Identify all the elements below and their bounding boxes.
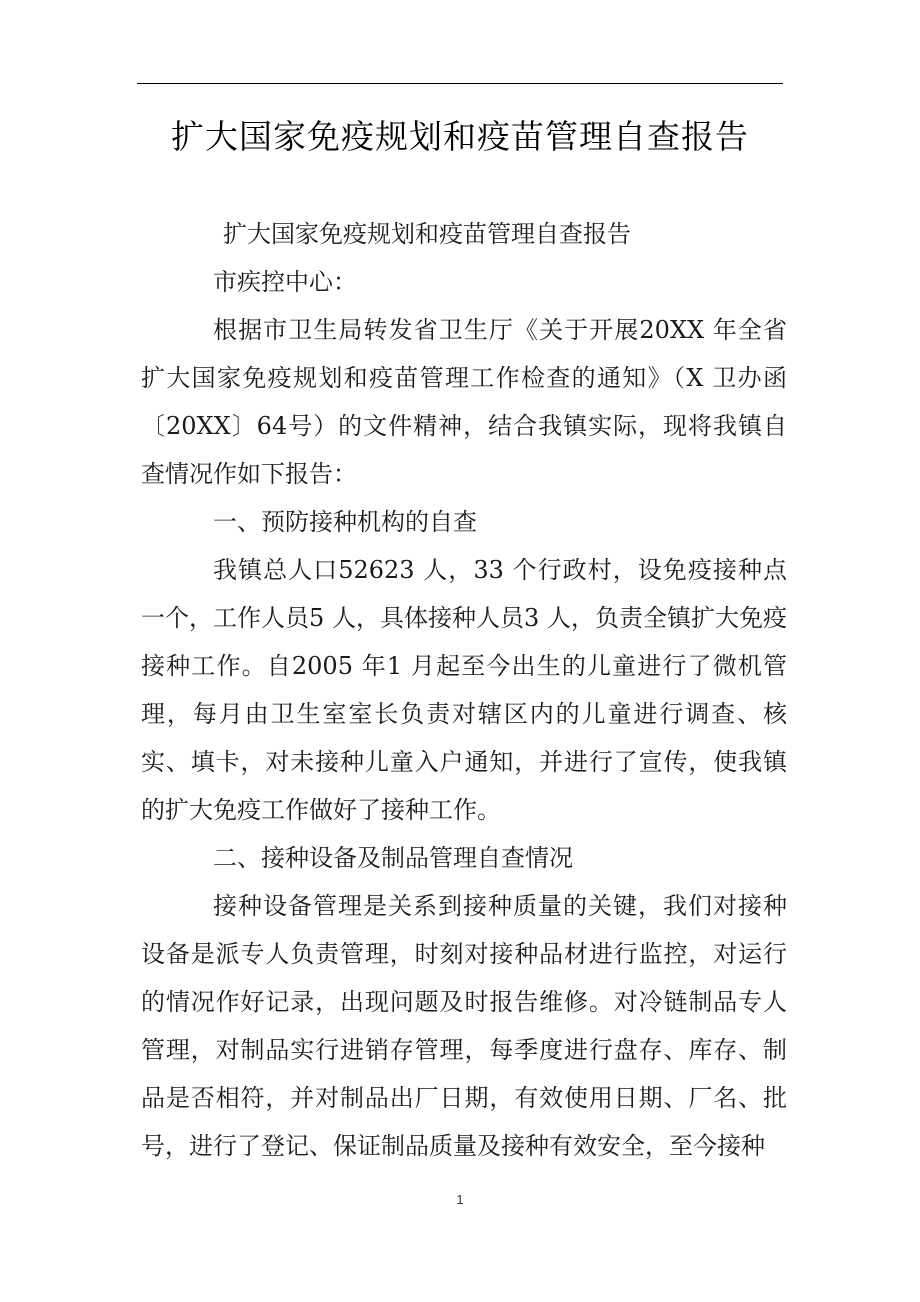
section-1-heading: 一、预防接种机构的自查 bbox=[213, 508, 477, 536]
section-2-heading: 二、接种设备及制品管理自查情况 bbox=[213, 844, 573, 872]
document-subtitle: 扩大国家免疫规划和疫苗管理自查报告 bbox=[223, 220, 631, 248]
salutation: 市疾控中心： bbox=[213, 268, 357, 296]
section-1-paragraph: 我镇总人口52623 人，33 个行政村，设免疫接种点一个，工作人员5 人，具体接种人员3 人，负责全镇扩大免疫接种工作。自2005 年1 月起至今出生的儿童进行了微机管理，每月由卫生室室长负责对辖区内的儿童进行调查、核实、填卡，对未接种儿童入户通知，并进行了宣传，使我镇的扩大免疫工作做好了接种工作。 bbox=[141, 556, 787, 824]
section-2-paragraph: 接种设备管理是关系到接种质量的关键，我们对接种设备是派专人负责管理，时刻对接种品材进行监控，对运行的情况作好记录，出现问题及时报告维修。对冷链制品专人管理，对制品实行进销存管理，每季度进行盘存、库存、制品是否相符，并对制品出厂日期，有效使用日期、厂名、批号，进行了登记、保证制品质量及接种有效安全，至今接种 bbox=[141, 892, 787, 1160]
document-body bbox=[141, 210, 787, 1170]
page-number: 1 bbox=[456, 1192, 464, 1207]
intro-paragraph: 根据市卫生局转发省卫生厅《关于开展20XX 年全省扩大国家免疫规划和疫苗管理工作检查的通知》（X 卫办函〔20XX〕64号）的文件精神，结合我镇实际，现将我镇自查情况作如下报告： bbox=[141, 316, 787, 488]
document-title: 扩大国家免疫规划和疫苗管理自查报告 bbox=[171, 117, 749, 156]
header-rule bbox=[137, 83, 783, 84]
